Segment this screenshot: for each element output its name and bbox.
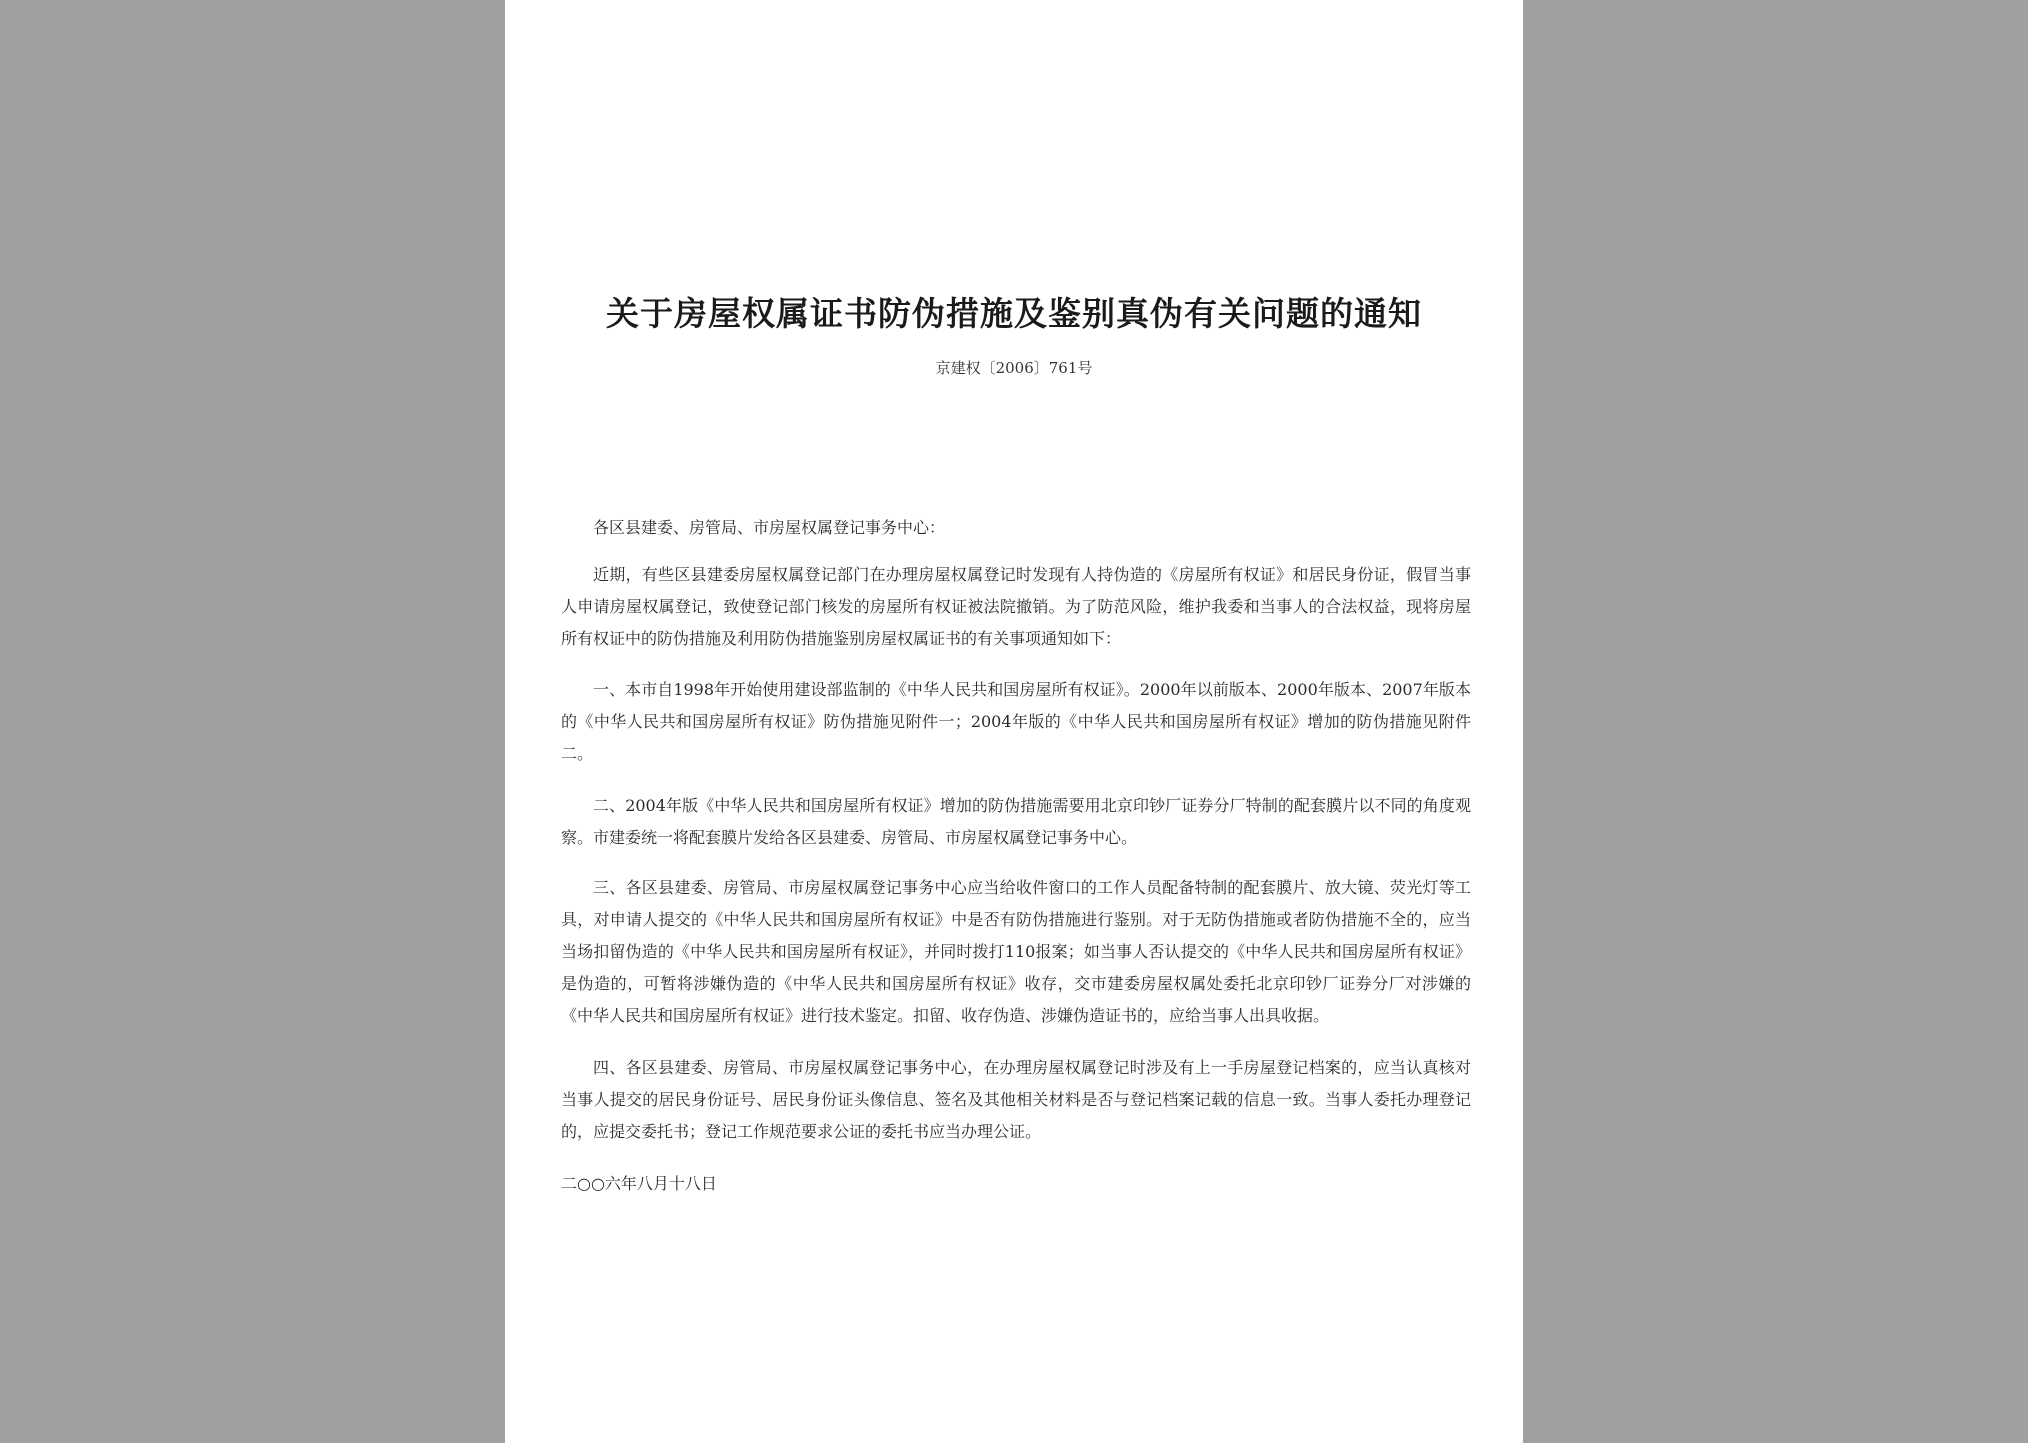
paragraph-intro: 近期，有些区县建委房屋权属登记部门在办理房屋权属登记时发现有人持伪造的《房屋所有权证》和居民身份证，假冒当事人申请房屋权属登记，致使登记部门核发的房屋所有权证被法院撤销。为了防范风险，维护我委和当事人的合法权益，现将房屋所有权证中的防伪措施及利用防伪措施鉴别房屋权属证书的有关事项通知如下：	[561, 565, 1471, 648]
salutation: 各区县建委、房管局、市房屋权属登记事务中心：	[593, 518, 946, 537]
paragraph-item-2: 二、2004年版《中华人民共和国房屋所有权证》增加的防伪措施需要用北京印钞厂证券分厂特制的配套膜片以不同的角度观察。市建委统一将配套膜片发给各区县建委、房管局、市房屋权属登记事务中心。	[561, 796, 1471, 847]
document-title: 关于房屋权属证书防伪措施及鉴别真伪有关问题的通知	[606, 294, 1422, 333]
paragraph-item-4: 四、各区县建委、房管局、市房屋权属登记事务中心，在办理房屋权属登记时涉及有上一手房屋登记档案的，应当认真核对当事人提交的居民身份证号、居民身份证头像信息、签名及其他相关材料是否与登记档案记载的信息一致。当事人委托办理登记的，应提交委托书；登记工作规范要求公证的委托书应当办理公证。	[561, 1058, 1471, 1141]
paragraph-item-1: 一、本市自1998年开始使用建设部监制的《中华人民共和国房屋所有权证》。2000年以前版本、2000年版本、2007年版本的《中华人民共和国房屋所有权证》防伪措施见附件一；2004年版的《中华人民共和国房屋所有权证》增加的防伪措施见附件二。	[561, 680, 1471, 763]
document-number: 京建权〔2006〕761号	[935, 359, 1093, 377]
paragraph-item-3: 三、各区县建委、房管局、市房屋权属登记事务中心应当给收件窗口的工作人员配备特制的配套膜片、放大镜、荧光灯等工具，对申请人提交的《中华人民共和国房屋所有权证》中是否有防伪措施进行鉴别。对于无防伪措施或者防伪措施不全的，应当当场扣留伪造的《中华人民共和国房屋所有权证》，并同时拨打110报案；如当事人否认提交的《中华人民共和国房屋所有权证》是伪造的，可暂将涉嫌伪造的《中华人民共和国房屋所有权证》收存，交市建委房屋权属处委托北京印钞厂证券分厂对涉嫌的《中华人民共和国房屋所有权证》进行技术鉴定。扣留、收存伪造、涉嫌伪造证书的，应给当事人出具收据。	[561, 878, 1471, 1025]
document-page	[505, 0, 1523, 1443]
document-date: 二○○六年八月十八日	[561, 1174, 717, 1193]
